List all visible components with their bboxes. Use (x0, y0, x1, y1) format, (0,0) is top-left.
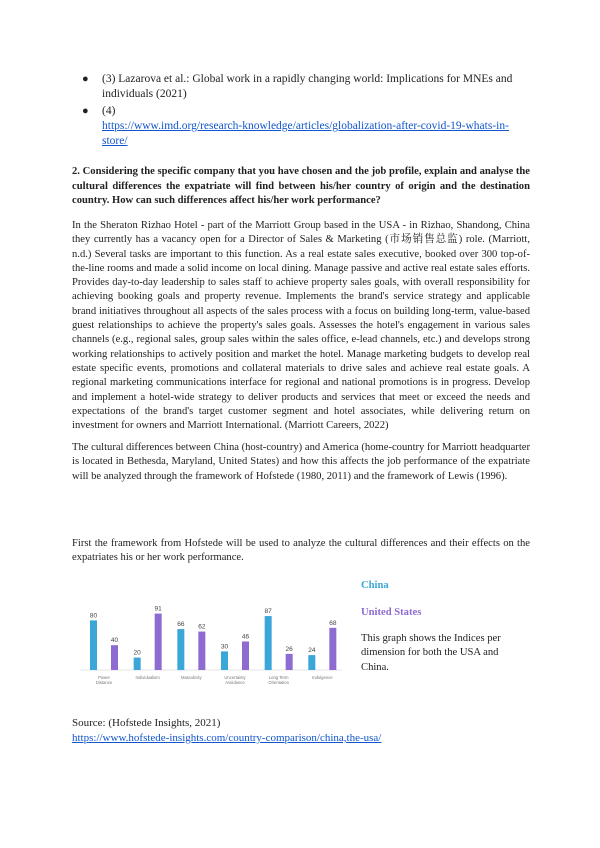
hofstede-source-link[interactable]: https://www.hofstede-insights.com/country-comparison/china,the-usa/ (72, 732, 382, 744)
data-label: 46 (241, 633, 250, 641)
reference-text: (3) Lazarova et al.: Global work in a rapidly changing world: Implications for MNEs and individuals (2021) (102, 73, 513, 100)
category-label: Power Distance (95, 675, 113, 685)
data-label: 91 (154, 605, 162, 613)
category-label: Individualism (135, 675, 160, 680)
graph-caption: This graph shows the Indices per dimension for both the USA and China. (361, 633, 501, 673)
category-label: Long Term Orientation (268, 675, 289, 685)
hofstede-bar-chart (80, 595, 342, 693)
bar-usa-uncertainty-avoidance (242, 641, 249, 670)
bar-usa-individualism (155, 614, 162, 670)
data-label: 26 (285, 645, 293, 653)
data-label: 62 (198, 623, 206, 631)
data-label: 24 (308, 647, 316, 655)
bar-china-individualism (134, 658, 141, 670)
bar-china-power-distance (90, 620, 97, 670)
data-label: 40 (110, 637, 119, 645)
bar-usa-indulgence (329, 628, 336, 670)
bar-usa-power-distance (111, 645, 118, 670)
paragraph-framework-intro: First the framework from Hofstede will be used to analyze the cultural differences and their effects on the expatriates his or her work performance. (72, 538, 530, 564)
category-label: Indulgence (312, 675, 333, 680)
question-heading: 2. Considering the specific company that you have chosen and the job profile, explain and analyse the cultural differences the expatriate will find between his/her country of origin and the destination country. How can such differences affect his/her work performance? (72, 166, 530, 206)
list-item (72, 104, 532, 149)
reference-list (72, 72, 532, 151)
data-label: 80 (89, 612, 98, 620)
bullet-icon: ● (82, 73, 89, 85)
bar-china-indulgence (308, 655, 315, 670)
bar-usa-long-term-orientation (286, 654, 293, 670)
bar-china-long-term-orientation (265, 616, 272, 670)
legend-china: China (361, 580, 389, 591)
data-label: 20 (133, 649, 141, 657)
category-label: Uncertainty Avoidance (224, 675, 246, 685)
bar-china-masculinity (177, 629, 184, 670)
paragraph-job-description: In the Sheraton Rizhao Hotel - part of the Marriott Group based in the USA - in Rizhao, Shandong, China they currently has a vacancy open for a Director of Sales & Marketing (市场销售总监) role. (Marriott, n.d.) Several tasks are important to this function. As a real estate sales executive, booked over 300 top-of-the-line rooms and made a solid income on local dining. Manage passive and active real estate sales efforts. Provides day-to-day leadership to sales staff to achieve property sales goals, with overall responsibility for achieving booking goals and property revenue. Implements the brand's service strategy and applicable brand initiatives throughout all aspects of the sales process with a focus on building long-term, value-based guest relationships to achieve the property's sales goals. Assesses the hotel's engagement in various sales channels (e.g., regional sales, group sales within the sales office, e-lead channels, etc.) and develops strong working relationships to actively position and market the hotel. Manage marketing budgets to develop real estate specific events, promotions and collateral materials to drive sales and achieve real estate goals. A regional marketing communications interface for regional and national promotions is in progress. Develop and implement a hotel-wide strategy to deliver products and services that meet or exceed the needs and expectations of the brand's target customer segment and hotel associates, while delivering return on investment for owners and Marriott International. (Marriott Careers, 2022) (72, 220, 530, 432)
imd-article-link[interactable]: https://www.imd.org/research-knowledge/articles/globalization-after-covid-19-whats-in-store/ (102, 120, 509, 147)
source-citation: Source: (Hofstede Insights, 2021) (72, 717, 221, 729)
bullet-icon: ● (82, 105, 89, 117)
data-label: 87 (264, 608, 272, 616)
list-item (72, 72, 532, 102)
bar-china-uncertainty-avoidance (221, 651, 228, 670)
data-label: 30 (220, 643, 229, 651)
data-label: 68 (329, 619, 337, 627)
reference-text: (4) (102, 105, 116, 117)
category-label: Masculinity (180, 675, 202, 680)
bar-usa-masculinity (198, 632, 205, 670)
paragraph-cultural-differences: The cultural differences between China (host-country) and America (home-country for Marriott headquarter is located in Bethesda, Maryland, United States) and how this affects the job performance of the expatriate will be analyzed through the framework of Hofstede (1980, 2011) and the framework of Lewis (1996). (72, 442, 530, 482)
legend-united-states: United States (361, 607, 422, 618)
data-label: 66 (177, 621, 185, 629)
